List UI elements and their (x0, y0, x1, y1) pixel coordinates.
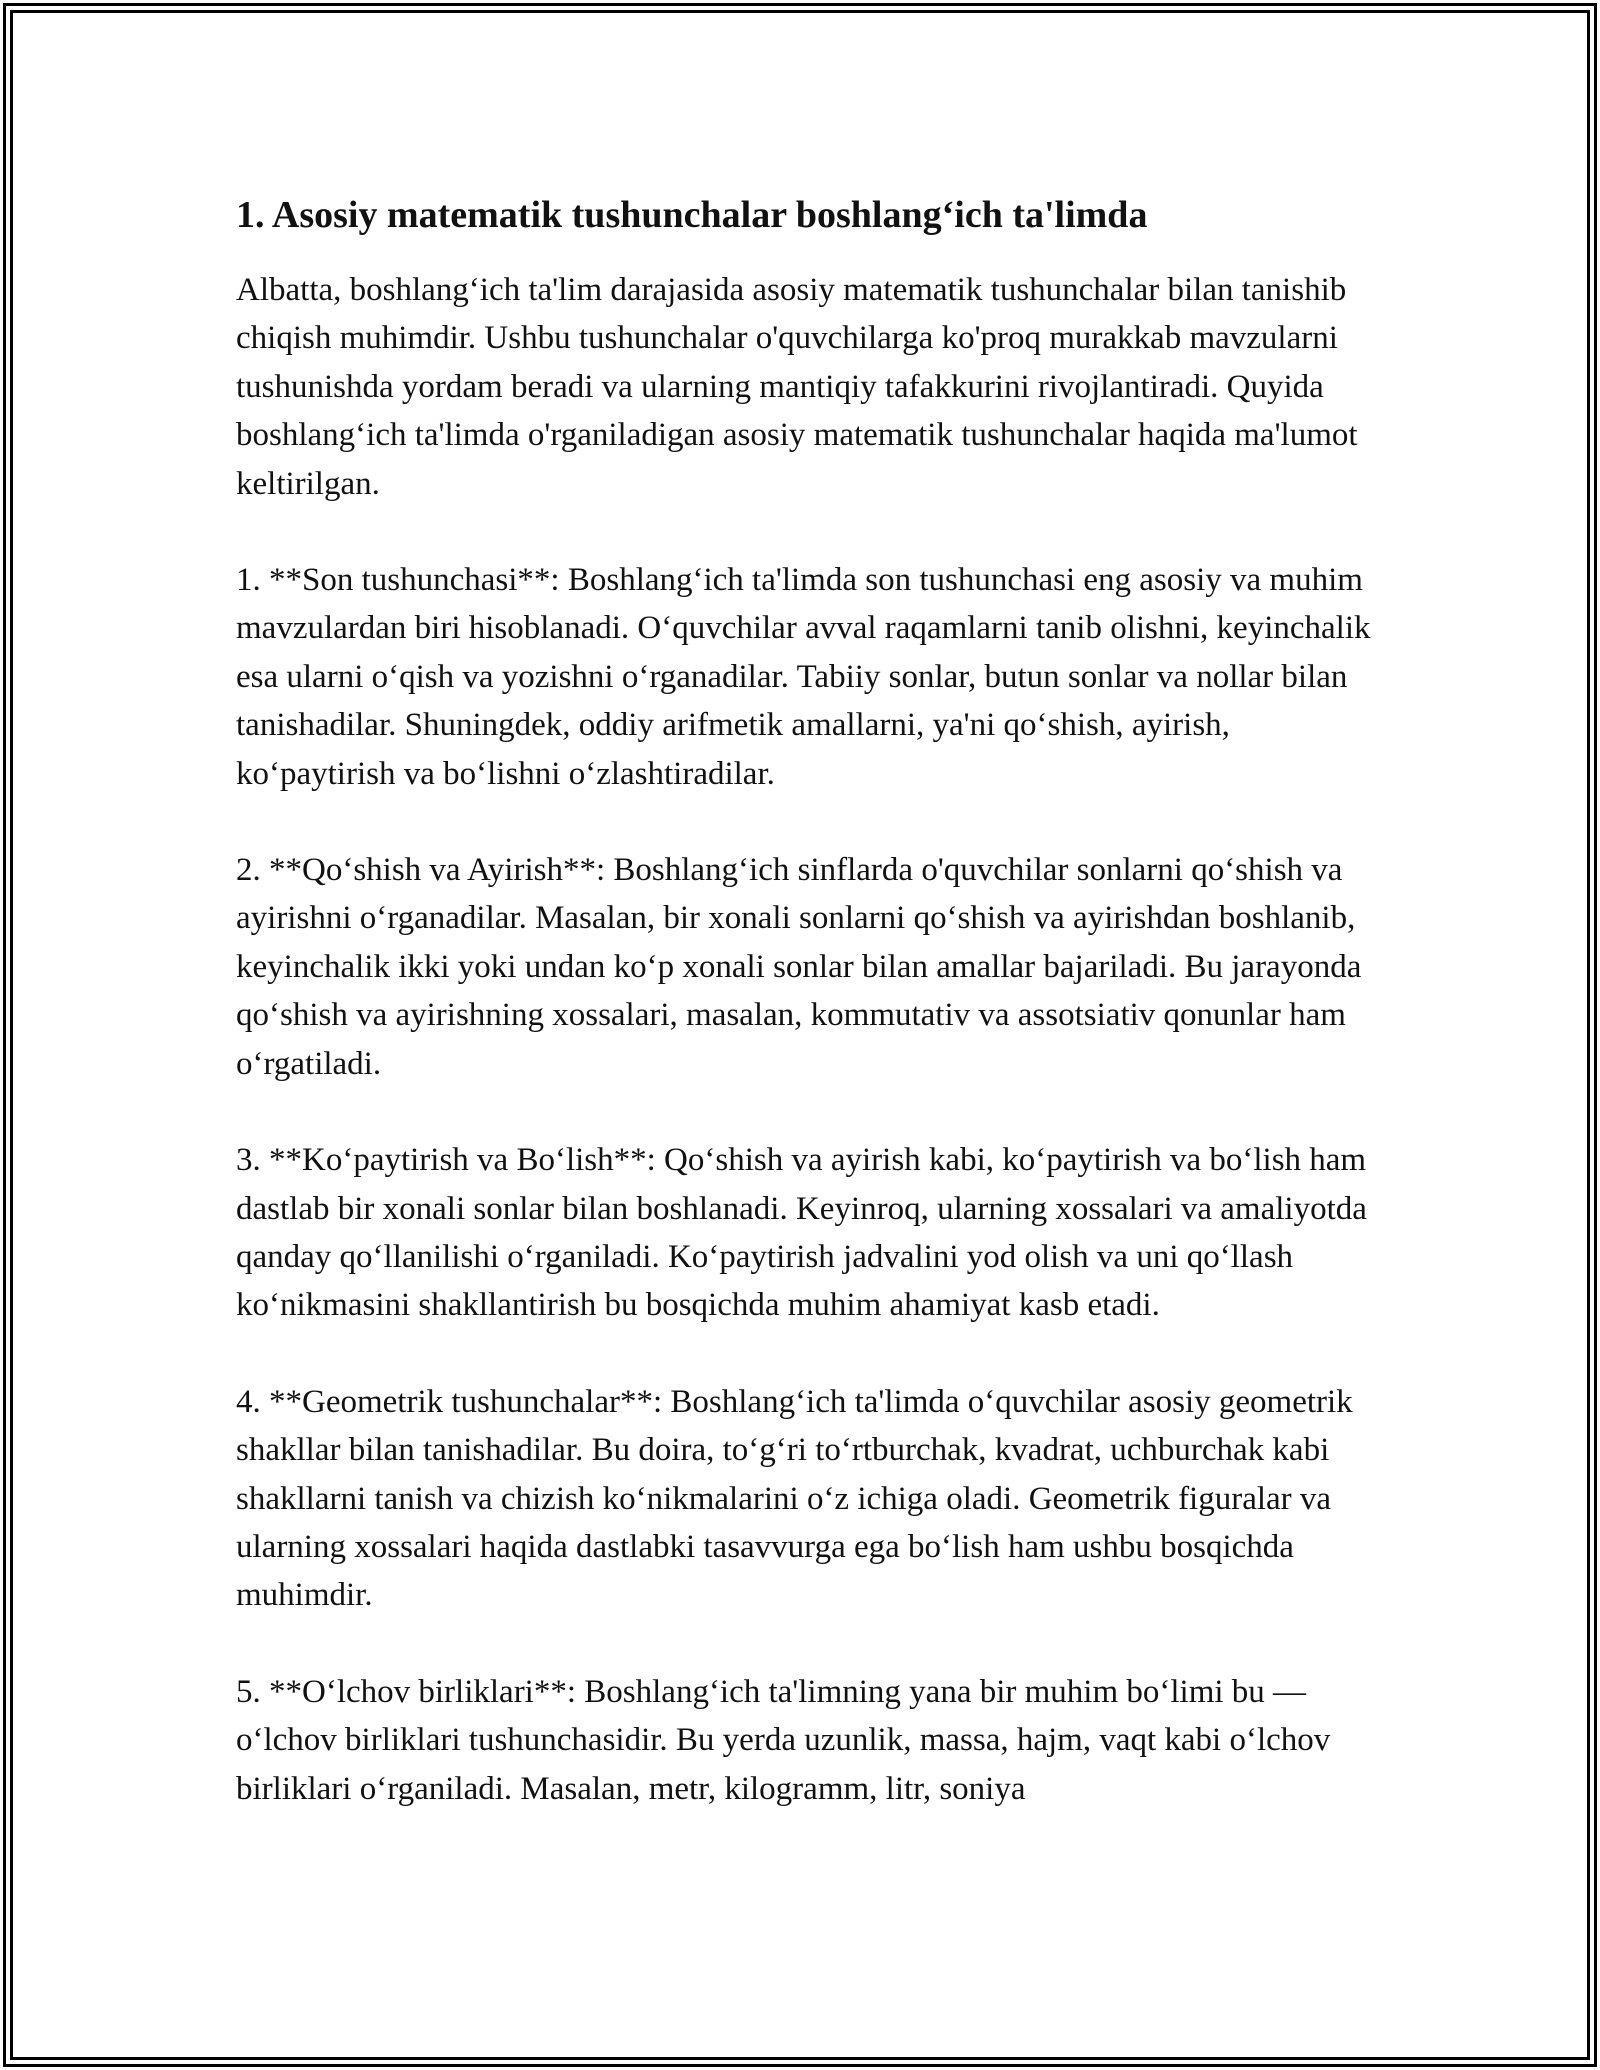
paragraph-qoshish-ayirish: 2. **Qo‘shish va Ayirish**: Boshlang‘ich sinflarda o'quvchilar sonlarni qo‘shish va ayirishni o‘rganadilar. Masalan, bir xonali sonlarni qo‘shish va ayirishdan boshlanib, keyinchalik ikki yoki undan ko‘p xonali sonlar bilan amallar bajariladi. Bu jarayonda qo‘shish va ayirishning xossalari, masalan, kommutativ va assotsiativ qonunlar ham o‘rgatiladi. (236, 852, 1362, 1082)
document-page (236, 188, 1376, 1861)
document-title: 1. Asosiy matematik tushunchalar boshlang‘ich ta'limda (236, 194, 1148, 236)
paragraph-kopaytirish-bolish: 3. **Ko‘paytirish va Bo‘lish**: Qo‘shish va ayirish kabi, ko‘paytirish va bo‘lish ham dastlab bir xonali sonlar bilan boshlanadi. Keyinroq, ularning xossalari va amaliyotda qanday qo‘llanilishi o‘rganiladi. Ko‘paytirish jadvalini yod olish va uni qo‘llash ko‘nikmasini shakllantirish bu bosqichda muhim ahamiyat kasb etadi. (236, 1142, 1367, 1324)
paragraph-son-tushunchasi: 1. **Son tushunchasi**: Boshlang‘ich ta'limda son tushunchasi eng asosiy va muhim mavzulardan biri hisoblanadi. O‘quvchilar avval raqamlarni tanib olishni, keyinchalik esa ularni o‘qish va yozishni o‘rganadilar. Tabiiy sonlar, butun sonlar va nollar bilan tanishadilar. Shuningdek, oddiy arifmetik amallarni, ya'ni qo‘shish, ayirish, ko‘paytirish va bo‘lishni o‘zlashtiradilar. (236, 562, 1371, 792)
intro-paragraph: Albatta, boshlang‘ich ta'lim darajasida asosiy matematik tushunchalar bilan tanishib chiqish muhimdir. Ushbu tushunchalar o'quvchilarga ko'proq murakkab mavzularni tushunishda yordam beradi va ularning mantiqiy tafakkurini rivojlantiradi. Quyida boshlang‘ich ta'limda o'rganiladigan asosiy matematik tushunchalar haqida ma'lumot keltirilgan. (236, 272, 1358, 502)
paragraph-geometrik-tushunchalar: 4. **Geometrik tushunchalar**: Boshlang‘ich ta'limda o‘quvchilar asosiy geometrik shakllar bilan tanishadilar. Bu doira, to‘g‘ri to‘rtburchak, kvadrat, uchburchak kabi shakllarni tanish va chizish ko‘nikmalarini o‘z ichiga oladi. Geometrik figuralar va ularning xossalari haqida dastlabki tasavvurga ega bo‘lish ham ushbu bosqichda muhimdir. (236, 1383, 1353, 1614)
paragraph-olchov-birliklari: 5. **O‘lchov birliklari**: Boshlang‘ich ta'limning yana bir muhim bo‘limi bu — o‘lchov birliklari tushunchasidir. Bu yerda uzunlik, massa, hajm, vaqt kabi o‘lchov birliklari o‘rganiladi. Masalan, metr, kilogramm, litr, soniya (236, 1673, 1331, 1807)
